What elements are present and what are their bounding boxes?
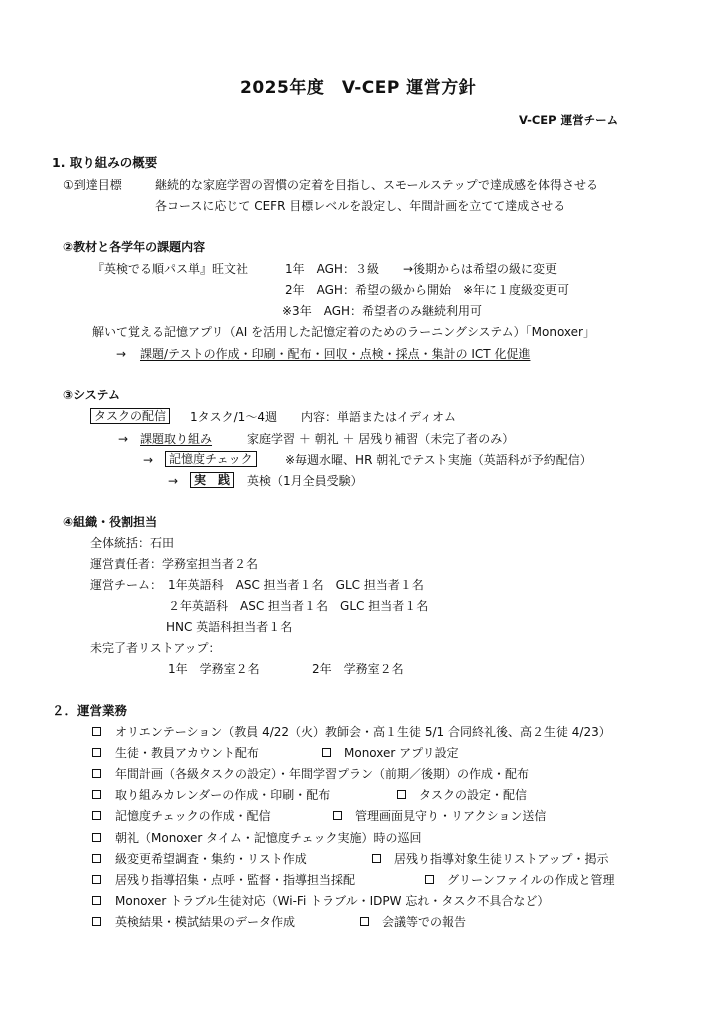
goal-line2: 各コースに応じて CEFR 目標レベルを設定し、年間計画を立てて達成させる	[155, 199, 566, 213]
checkbox-icon[interactable]	[92, 875, 101, 884]
org-list-label: 未完了者リストアップ：	[90, 641, 221, 655]
system-step4-box: 実 践	[190, 472, 234, 488]
task-item-label: 級変更希望調査・集約・リスト作成	[115, 851, 307, 866]
checkbox-icon[interactable]	[425, 875, 434, 884]
task-item-label: Monoxer トラブル生徒対応（Wi-Fi トラブル・IDPW 忘れ・タスク不具合など）	[115, 893, 550, 908]
checkbox-icon[interactable]	[92, 917, 101, 926]
checkbox-icon[interactable]	[92, 854, 101, 863]
checkbox-icon[interactable]	[322, 748, 331, 757]
task-item-label: オリエンテーション（教員 4/22（火）教師会・高１生徒 5/1 合同終礼後、高２生徒 4/23）	[115, 725, 611, 739]
task-item-label: 朝礼（Monoxer タイム・記憶度チェック実施）時の巡回	[115, 830, 422, 845]
task-item-label: 居残り指導招集・点呼・監督・指導担当採配	[115, 872, 356, 887]
task-item-label: 英検結果・模試結果のデータ作成	[115, 914, 296, 929]
system-step1-box: タスクの配信	[90, 408, 170, 424]
goal-label: ①到達目標	[63, 178, 122, 192]
team-name: V-CEP 運営チーム	[519, 113, 619, 127]
task-item-label: 生徒・教員アカウント配布	[115, 746, 259, 761]
task-item-label: 会議等での報告	[382, 914, 467, 929]
system-heading: ③システム	[63, 388, 120, 402]
materials-year2: 2年 AGH：希望の級から開始 ※年に１度級変更可	[285, 283, 570, 297]
checkbox-icon[interactable]	[372, 854, 381, 863]
arrow-icon: →	[143, 453, 154, 467]
materials-app-result: 課題/テストの作成・印刷・配布・回収・点検・採点・集計の ICT 化促進	[140, 347, 531, 361]
task-item-label: 年間計画（各級タスクの設定）・年間学習プラン（前期／後期）の作成・配布	[115, 767, 530, 782]
checkbox-icon[interactable]	[92, 748, 101, 757]
checkbox-icon[interactable]	[92, 833, 101, 842]
org-team3: HNC 英語科担当者１名	[166, 620, 293, 634]
materials-book: 『英検でる順パス単』旺文社	[92, 262, 249, 276]
checkbox-icon[interactable]	[92, 896, 101, 905]
system-step4-text: 英検（1月全員受験）	[247, 474, 363, 488]
system-step1-text: 1タスク/1～4週 内容：単語またはイディオム	[190, 410, 456, 424]
org-team-label: 運営チーム：	[90, 578, 163, 592]
system-step3-text: ※毎週水曜、HR 朝礼でテスト実施（英語科が予約配信）	[285, 453, 592, 467]
org-team1: 1年英語科 ASC 担当者１名 GLC 担当者１名	[168, 578, 424, 592]
checkbox-icon[interactable]	[397, 790, 406, 799]
task-item-label: 管理画面見守り・リアクション送信	[355, 809, 547, 824]
system-step2-text: 家庭学習 ＋ 朝礼 ＋ 居残り補習（未完了者のみ）	[247, 432, 515, 446]
materials-app: 解いて覚える記憶アプリ（AI を活用した記憶定着のためのラーニングシステム）「Monoxer」	[92, 325, 595, 339]
task-item-label: 記憶度チェックの作成・配信	[115, 809, 271, 824]
org-overall: 全体統括：石田	[90, 536, 175, 550]
org-team2: ２年英語科 ASC 担当者１名 GLC 担当者１名	[168, 599, 429, 613]
task-item-label: タスクの設定・配信	[419, 788, 528, 803]
section1-heading: 1. 取り組みの概要	[52, 155, 158, 170]
section2-heading: ２．運営業務	[52, 703, 128, 718]
arrow-icon: →	[116, 347, 127, 361]
arrow-icon: →	[168, 474, 179, 488]
checkbox-icon[interactable]	[92, 769, 101, 778]
org-responsible: 運営責任者：学務室担当者２名	[90, 557, 259, 571]
checkbox-icon[interactable]	[92, 727, 101, 736]
org-heading: ④組織・役割担当	[63, 515, 158, 529]
org-list-y1: 1年 学務室２名	[168, 662, 260, 676]
task-item-label: Monoxer アプリ設定	[344, 746, 459, 761]
materials-year1: 1年 AGH：３級 →後期からは希望の級に変更	[285, 262, 558, 276]
org-list-y2: 2年 学務室２名	[312, 662, 404, 676]
task-item-label: グリーンファイルの作成と管理	[447, 872, 615, 887]
checkbox-icon[interactable]	[92, 811, 101, 820]
system-step2-box: 課題取り組み	[140, 432, 213, 446]
document-title: 2025年度 V-CEP 運営方針	[240, 78, 477, 98]
checkbox-icon[interactable]	[333, 811, 342, 820]
arrow-icon: →	[118, 432, 129, 446]
task-item-label: 取り組みカレンダーの作成・印刷・配布	[115, 788, 331, 803]
task-item-label: 居残り指導対象生徒リストアップ・掲示	[394, 851, 609, 866]
checkbox-icon[interactable]	[92, 790, 101, 799]
materials-year3: ※3年 AGH：希望者のみ継続利用可	[282, 304, 483, 318]
materials-heading: ②教材と各学年の課題内容	[63, 240, 206, 254]
system-step3-box: 記憶度チェック	[165, 451, 257, 467]
goal-line1: 継続的な家庭学習の習慣の定着を目指し、スモールステップで達成感を体得させる	[155, 178, 599, 192]
checkbox-icon[interactable]	[360, 917, 369, 926]
